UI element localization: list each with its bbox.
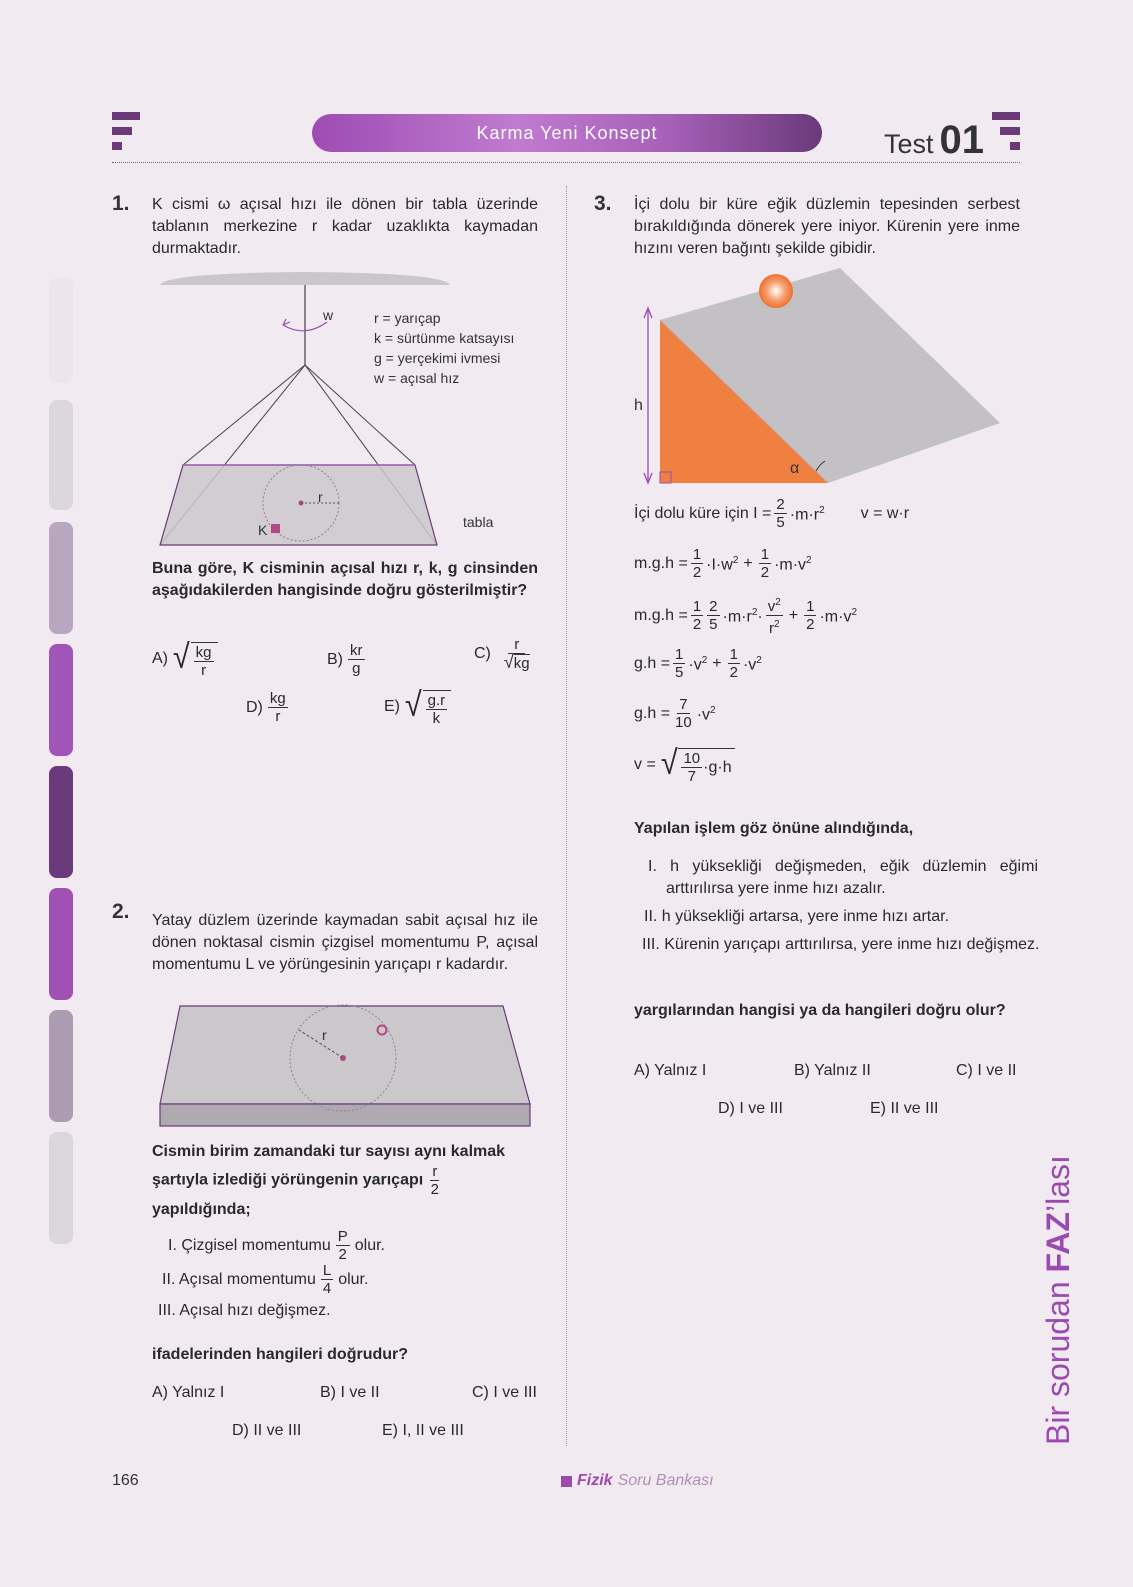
- q3-statement-3: III. Kürenin yarıçapı arttırılırsa, yere inme hızı değişmez.: [642, 936, 1040, 953]
- q1-option-c: C) r √ kg: [474, 636, 530, 672]
- q1-legend-item: k = sürtünme katsayısı: [374, 330, 515, 346]
- q3-text: İçi dolu bir küre eğik düzlemin tepesinden serbest bırakıldığında dönerek yere iniyor. Kürenin yere inme hızını veren bağıntı şekilde gibidir.: [634, 196, 1020, 257]
- q2-option-e: E) I, II ve III: [382, 1422, 464, 1439]
- q2-option-c: C) I ve III: [472, 1384, 537, 1401]
- side-tab: [49, 888, 73, 1000]
- side-tab: [49, 766, 73, 878]
- q1-legend: [374, 308, 514, 388]
- q3-statement-2: II. h yüksekliği artarsa, yere inme hızı artar.: [644, 908, 950, 925]
- q3-option-a: A) Yalnız I: [634, 1062, 707, 1079]
- side-slogan: Bir sorudan FAZ’lası: [1040, 1155, 1076, 1445]
- q2-option-a: A) Yalnız I: [152, 1384, 225, 1401]
- q2-number: 2.: [112, 900, 130, 923]
- q2-statement-3: III. Açısal hızı değişmez.: [158, 1302, 331, 1319]
- q3-eq-3: g.h = $\frac{1}{5}$ $\cdot v^2$ + $\frac{1}{2}$ $\cdot v^2$: [634, 646, 762, 681]
- side-tab: [49, 278, 73, 383]
- q1-fig-r: r: [318, 489, 323, 505]
- q2-option-d: D) II ve III: [232, 1422, 302, 1439]
- page-number: 166: [112, 1472, 139, 1489]
- q3-eq-4: g.h = $\frac{7}{10}$ $\cdot v^2$: [634, 696, 716, 731]
- q3-option-d: D) I ve III: [718, 1100, 783, 1117]
- footer-square-icon: [561, 1476, 572, 1487]
- q1-fig-w: w: [323, 307, 334, 323]
- ball-icon: [759, 274, 793, 308]
- q3-eq-5: v = √ $\frac{10}{7}$ · g·h: [634, 744, 735, 785]
- q1-option-a: A) √ $\frac{kg}{r}$: [152, 638, 218, 679]
- q3-eq-2: m.g.h = $\frac{1}{2}$ $\frac{2}{5}$ $\cdot m\cdot r^2\cdot$ $\frac{v^2}{r^2}$ + $\frac{1}{2}$ $\cdot m\cdot v^2$: [634, 594, 857, 637]
- q2-question: ifadelerinden hangileri doğrudur?: [152, 1346, 409, 1363]
- q1-fig-tabla: tabla: [463, 514, 494, 530]
- q1-text: K cismi ω açısal hızı ile dönen bir tabla üzerinde tablanın merkezine r kadar uzaklıkta kaymadan durmaktadır.: [152, 196, 538, 257]
- q2-figure: [158, 1000, 533, 1130]
- q3-statement-1: I. h yüksekliği değişmeden, eğik düzlemin eğimi arttırılırsa yere inme hızı azalır.: [648, 858, 1038, 897]
- column-divider: [566, 186, 567, 1446]
- q1-legend-item: w = açısal hız: [374, 370, 460, 386]
- q1-question: Buna göre, K cisminin açısal hızı r, k, g cinsinden aşağıdakilerden hangisinde doğru gösterilmiştir?: [152, 560, 538, 599]
- footer-book: Fizik Soru Bankası: [561, 1472, 714, 1490]
- header-band: [312, 114, 822, 152]
- q1-number: 1.: [112, 192, 130, 215]
- header-band-title: Karma Yeni Konsept: [476, 122, 658, 143]
- q3-eq-1: m.g.h = $\frac{1}{2}$ $\cdot I\cdot w^2$ + $\frac{1}{2}$ $\cdot m\cdot v^2$: [634, 546, 812, 581]
- q1-legend-item: r = yarıçap: [374, 310, 441, 326]
- test-label: Test 01: [884, 118, 985, 162]
- side-tab: [49, 400, 73, 510]
- side-tab: [49, 522, 73, 634]
- side-tab: [49, 1010, 73, 1122]
- q1-option-e: E) √ $\frac{g.r}{k}$: [384, 686, 451, 727]
- q1-option-d: D) $\frac{kg}{r}$: [246, 690, 286, 725]
- q3-option-c: C) I ve II: [956, 1062, 1017, 1079]
- q2-stem: Cismin birim zamandaki tur sayısı aynı kalmak şartıyla izlediği yörüngenin yarıçapı $\frac{r}{2}$ yapıldığında;: [152, 1143, 506, 1218]
- q3-number: 3.: [594, 192, 612, 215]
- header-logo-right: [990, 112, 1020, 152]
- q3-eq-0: İçi dolu küre için I = $\frac{2}{5}$ $\cdot m\cdot r^2$ v = w·r: [634, 496, 910, 531]
- header-logo-left: [112, 112, 142, 152]
- q3-figure: [620, 268, 1005, 488]
- q1-option-b: B) $\frac{kr}{g}$: [327, 642, 363, 677]
- q2-option-b: B) I ve II: [320, 1384, 380, 1401]
- side-tab: [49, 644, 73, 756]
- q3-fig-h: h: [634, 397, 643, 414]
- q3-lead: Yapılan işlem göz önüne alındığında,: [634, 820, 914, 837]
- q2-fig-r: r: [322, 1027, 327, 1043]
- q3-fig-alpha: α: [790, 460, 800, 477]
- q3-option-b: B) Yalnız II: [794, 1062, 871, 1079]
- q2-text: Yatay düzlem üzerinde kaymadan sabit açısal hız ile dönen noktasal cismin çizgisel momentumu P, açısal momentumu L ve yörüngesinin yarıçapı r kadardır.: [152, 912, 538, 973]
- side-tab: [49, 1132, 73, 1244]
- q3-question: yargılarından hangisi ya da hangileri doğru olur?: [634, 1002, 1006, 1019]
- q2-statement-2: II. Açısal momentumu $\frac{L}{4}$ olur.: [162, 1262, 369, 1297]
- q1-fig-k: K: [258, 522, 268, 538]
- header-rule: [112, 162, 1020, 163]
- q2-statement-1: I. Çizgisel momentumu $\frac{P}{2}$ olur.: [168, 1228, 385, 1263]
- test-number: 01: [939, 118, 985, 162]
- q1-legend-item: g = yerçekimi ivmesi: [374, 350, 501, 366]
- q3-option-e: E) II ve III: [870, 1100, 939, 1117]
